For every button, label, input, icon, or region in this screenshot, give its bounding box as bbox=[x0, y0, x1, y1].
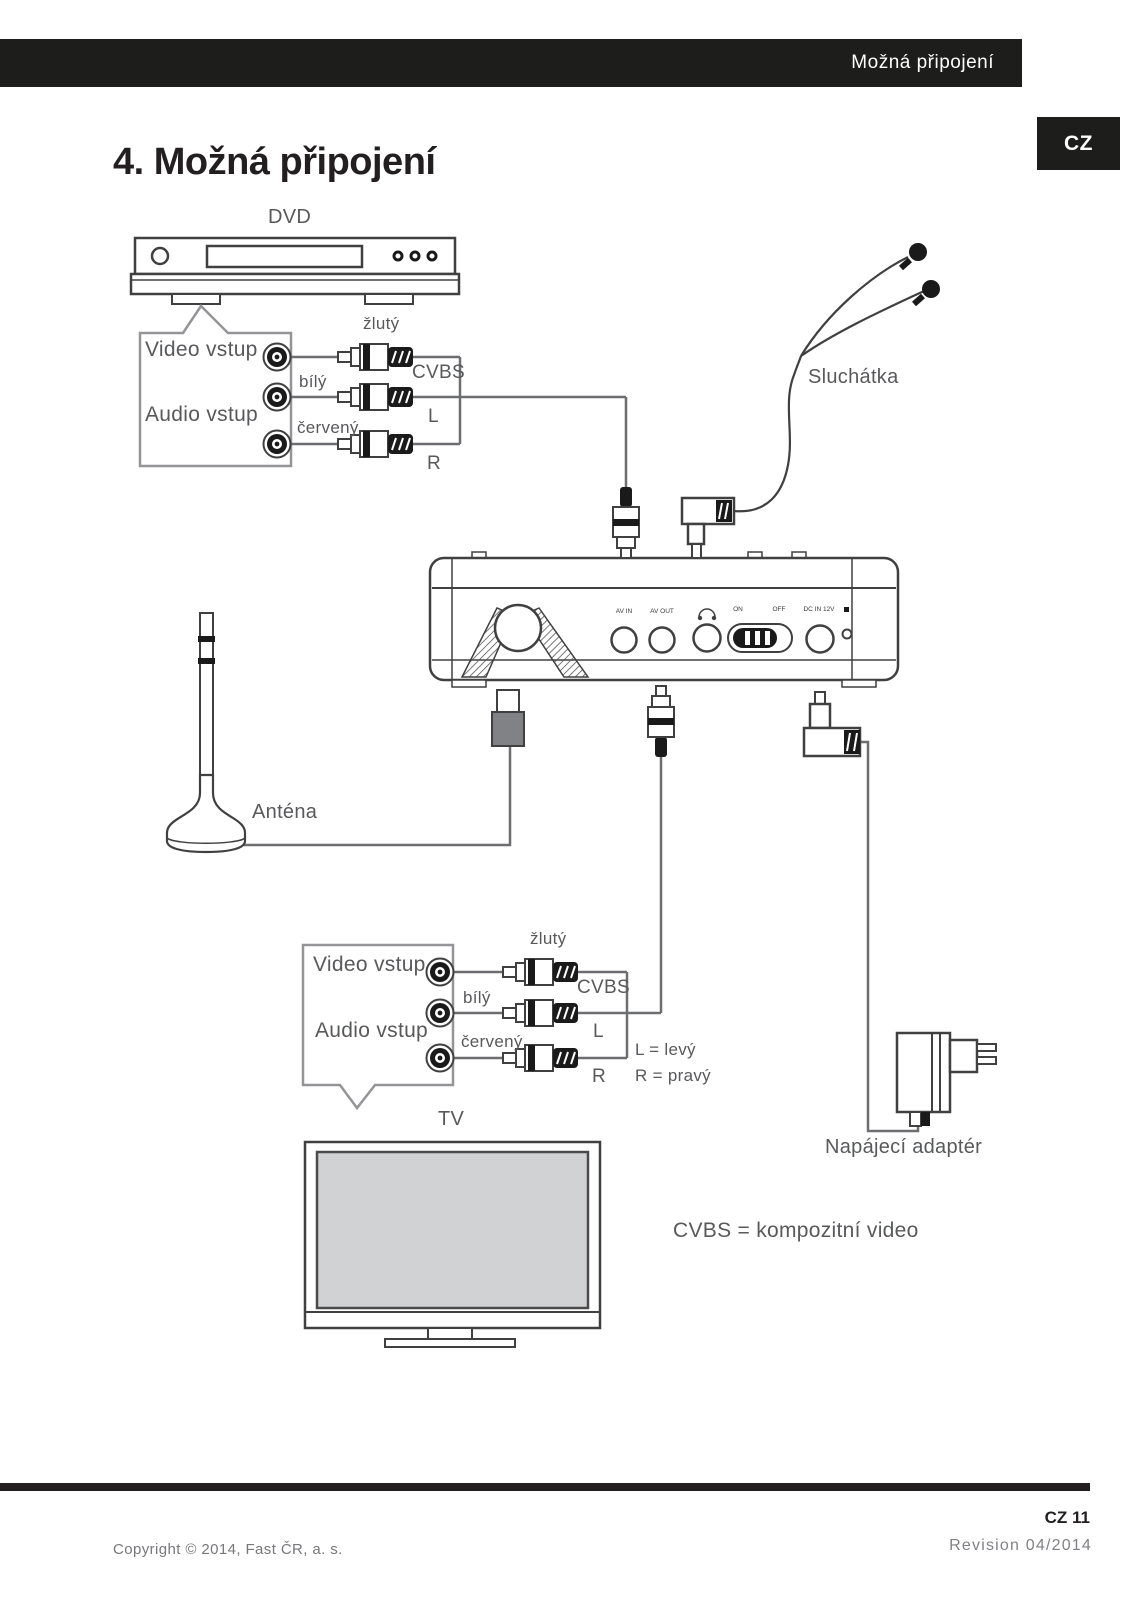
dvd-red-plug-label: červený bbox=[297, 418, 359, 437]
tv-audio-input-label: Audio vstup bbox=[315, 1019, 429, 1042]
dvd-r-label: R bbox=[427, 453, 442, 474]
dvd-video-input-label: Video vstup bbox=[145, 338, 258, 361]
av-in-port bbox=[612, 628, 637, 653]
tv-r-label: R bbox=[592, 1066, 607, 1087]
dvd-rca-plugs bbox=[338, 344, 413, 457]
page-title: 4. Možná připojení bbox=[113, 141, 436, 183]
tv-red-plug-label: červený bbox=[461, 1032, 523, 1051]
dvd-audio-input-label: Audio vstup bbox=[145, 403, 259, 426]
footer-copyright: Copyright © 2014, Fast ČR, a. s. bbox=[113, 1541, 343, 1558]
dc-in-port bbox=[807, 626, 834, 653]
tv-label: TV bbox=[438, 1108, 465, 1130]
footer-rule bbox=[0, 1483, 1090, 1491]
dvd-l-label: L bbox=[428, 406, 439, 427]
av-out-plug bbox=[648, 686, 674, 757]
dvd-player-illustration bbox=[131, 238, 459, 304]
tv-video-input-label: Video vstup bbox=[313, 953, 426, 976]
tv-white-plug-label: bílý bbox=[463, 988, 491, 1007]
header-bar-title: Možná připojení bbox=[851, 52, 994, 73]
dvd-cvbs-label: CVBS bbox=[412, 362, 465, 383]
antenna-label: Anténa bbox=[252, 801, 318, 823]
tv-l-label: L bbox=[593, 1021, 604, 1042]
headphones-label: Sluchátka bbox=[808, 366, 899, 388]
legend-l-label: L = levý bbox=[635, 1040, 696, 1059]
av-in-port-label: AV IN bbox=[615, 608, 633, 615]
footer-page-number: CZ 11 bbox=[1044, 1508, 1090, 1527]
tv-rca-plugs bbox=[503, 959, 578, 1071]
earbud bbox=[909, 243, 927, 261]
power-adapter-label: Napájecí adaptér bbox=[825, 1136, 983, 1158]
page-header-bar bbox=[0, 39, 1022, 87]
legend-r-label: R = pravý bbox=[635, 1066, 711, 1085]
switch-off-label: OFF bbox=[772, 606, 786, 613]
av-out-port bbox=[650, 628, 675, 653]
dc-in-port-label: DC IN 12V bbox=[803, 606, 835, 613]
av-in-plug bbox=[613, 487, 639, 558]
tv-illustration bbox=[305, 1142, 600, 1347]
switch-on-label: ON bbox=[733, 606, 743, 613]
dc-plug bbox=[804, 692, 860, 756]
footer-revision: Revision 04/2014 bbox=[949, 1537, 1092, 1554]
language-tab: CZ bbox=[1037, 117, 1120, 170]
headphone-port bbox=[694, 625, 721, 652]
plug-prong bbox=[977, 1057, 996, 1064]
antenna-plug bbox=[492, 690, 524, 746]
dvd-label: DVD bbox=[268, 206, 312, 228]
earbud bbox=[922, 280, 940, 298]
tv-rca-jacks bbox=[427, 959, 454, 1072]
cvbs-note: CVBS = kompozitní video bbox=[673, 1219, 919, 1242]
headphones-illustration bbox=[682, 243, 940, 558]
tv-cvbs-label: CVBS bbox=[577, 977, 630, 998]
av-out-port-label: AV OUT bbox=[650, 608, 674, 615]
plug-prong bbox=[977, 1044, 996, 1051]
dvd-yellow-plug-label: žlutý bbox=[363, 314, 400, 333]
tv-screen bbox=[317, 1152, 588, 1308]
power-adapter-illustration bbox=[804, 692, 996, 1131]
dvd-white-plug-label: bílý bbox=[299, 372, 327, 391]
tv-yellow-plug-label: žlutý bbox=[530, 929, 567, 948]
power-mark-icon bbox=[844, 607, 849, 612]
dvd-rca-jacks bbox=[264, 344, 291, 458]
receiver-illustration bbox=[430, 552, 898, 687]
